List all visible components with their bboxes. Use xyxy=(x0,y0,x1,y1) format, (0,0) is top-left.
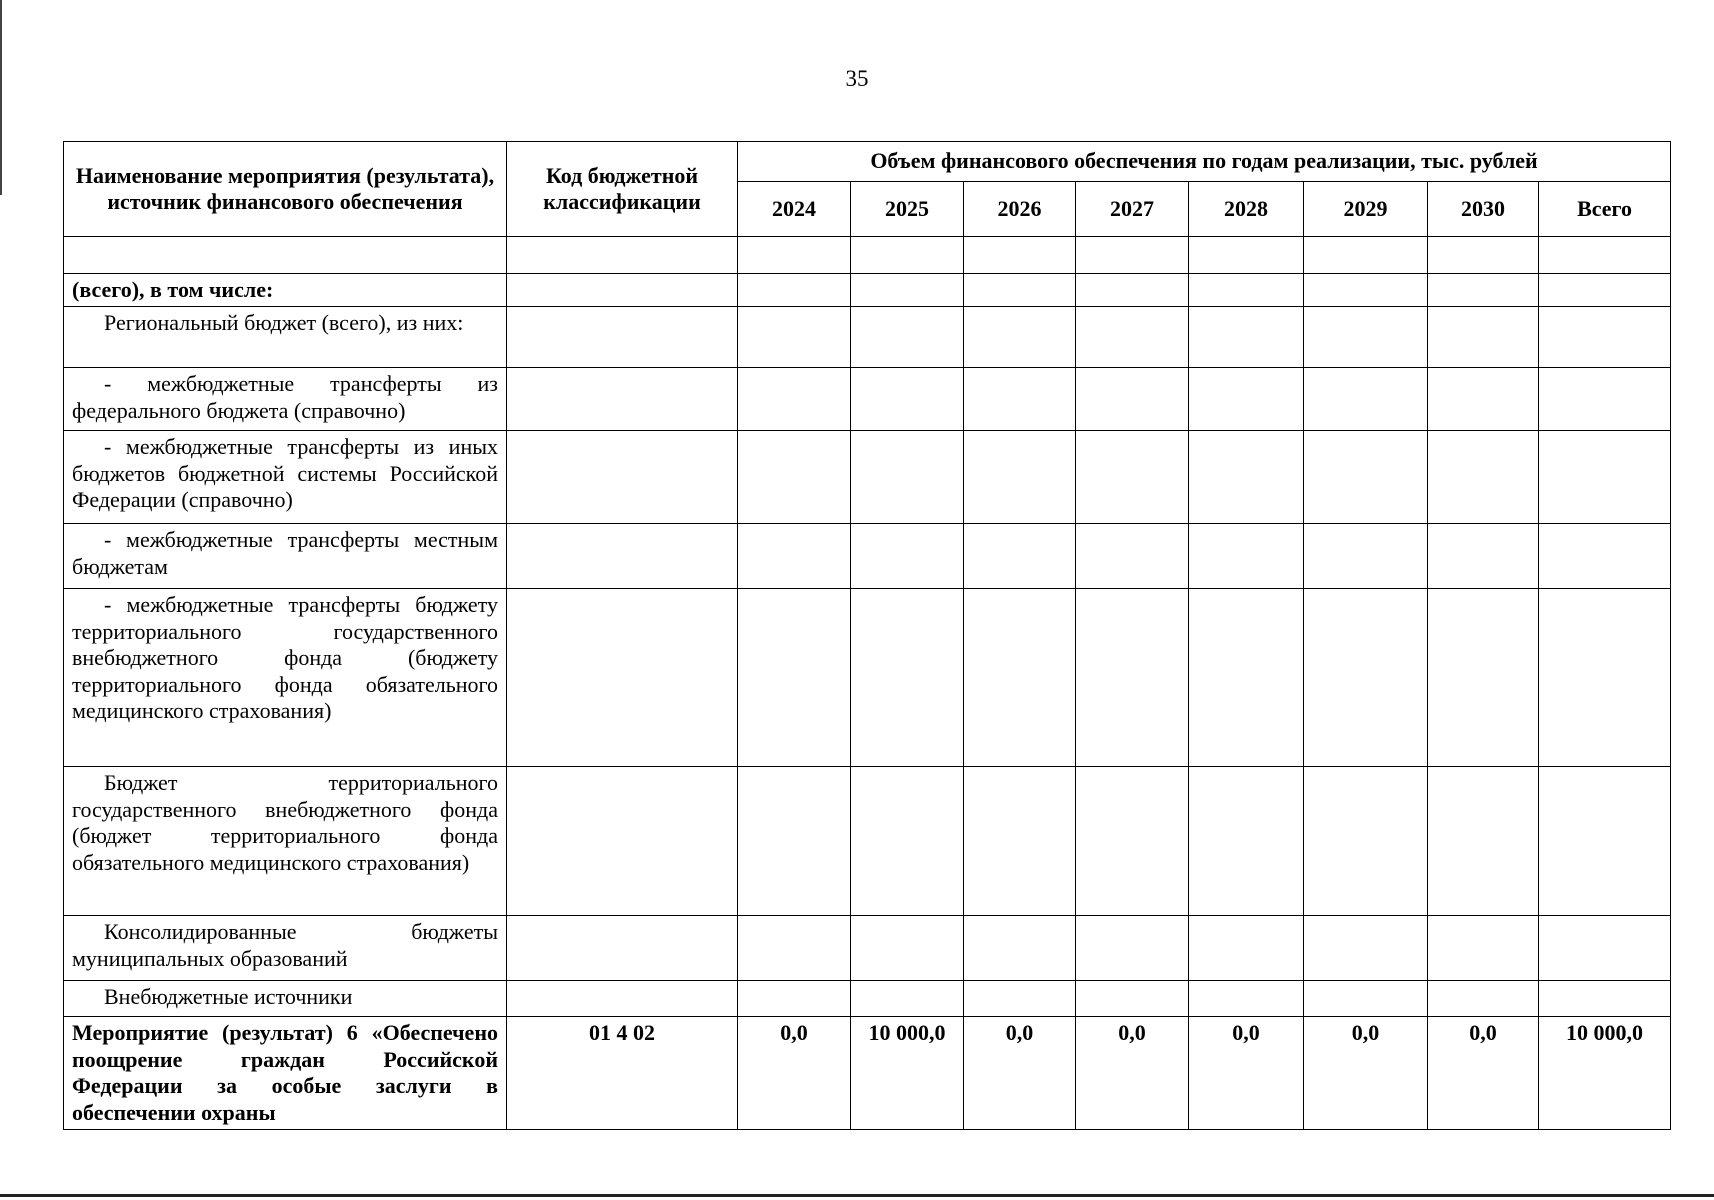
row-name: - межбюджетные трансферты из федерального бюджета (справочно) xyxy=(64,368,507,431)
row-value xyxy=(1304,589,1428,767)
row-value xyxy=(851,981,964,1017)
budget-table xyxy=(63,141,1671,1130)
row-value xyxy=(1304,274,1428,307)
row-value xyxy=(1428,589,1539,767)
scan-border xyxy=(0,1194,1714,1197)
row-value xyxy=(1189,368,1304,431)
row-value xyxy=(738,368,851,431)
header-year: 2028 xyxy=(1189,182,1304,237)
row-value: 0,0 xyxy=(1428,1017,1539,1130)
column-number xyxy=(1076,237,1189,274)
header-year: 2025 xyxy=(851,182,964,237)
row-value xyxy=(1076,981,1189,1017)
row-value xyxy=(851,524,964,589)
table-row xyxy=(64,916,1671,981)
row-value xyxy=(964,307,1076,368)
row-total xyxy=(1539,307,1671,368)
row-value: 0,0 xyxy=(964,1017,1076,1130)
table-row xyxy=(64,431,1671,524)
row-value xyxy=(964,589,1076,767)
row-value xyxy=(1076,307,1189,368)
row-value xyxy=(1428,981,1539,1017)
row-value xyxy=(738,431,851,524)
table-row xyxy=(64,524,1671,589)
row-value xyxy=(738,274,851,307)
row-value xyxy=(1428,368,1539,431)
row-name: (всего), в том числе: xyxy=(64,274,507,307)
row-value xyxy=(851,767,964,916)
row-code xyxy=(507,431,738,524)
row-value xyxy=(964,981,1076,1017)
header-year: 2030 xyxy=(1428,182,1539,237)
row-value xyxy=(738,981,851,1017)
row-name: - межбюджетные трансферты бюджету территориального государственного внебюджетного фонда (бюджету территориального фонда обязательного медицинского страхования) xyxy=(64,589,507,767)
row-value xyxy=(1076,368,1189,431)
row-total xyxy=(1539,431,1671,524)
header-funding-group: Объем финансового обеспечения по годам реализации, тыс. рублей xyxy=(738,142,1671,182)
row-name: - межбюджетные трансферты из иных бюджетов бюджетной системы Российской Федерации (справочно) xyxy=(64,431,507,524)
row-total xyxy=(1539,916,1671,981)
row-name: Мероприятие (результат) 6 «Обеспечено поощрение граждан Российской Федерации за особые заслуги в обеспечении охраны xyxy=(64,1017,507,1130)
row-name: - межбюджетные трансферты местным бюджетам xyxy=(64,524,507,589)
column-number-row xyxy=(64,237,1671,274)
row-value xyxy=(738,589,851,767)
row-value xyxy=(1304,307,1428,368)
row-value xyxy=(1304,916,1428,981)
header-name: Наименование мероприятия (результата), источник финансового обеспечения xyxy=(64,142,507,237)
row-value xyxy=(851,307,964,368)
row-value xyxy=(738,307,851,368)
row-value xyxy=(1304,981,1428,1017)
row-value xyxy=(1189,524,1304,589)
column-number xyxy=(738,237,851,274)
row-code xyxy=(507,981,738,1017)
row-code xyxy=(507,767,738,916)
row-total xyxy=(1539,767,1671,916)
row-name: Региональный бюджет (всего), из них: xyxy=(64,307,507,368)
row-value: 0,0 xyxy=(1076,1017,1189,1130)
column-number xyxy=(1539,237,1671,274)
row-value: 0,0 xyxy=(738,1017,851,1130)
row-value xyxy=(1189,916,1304,981)
column-number xyxy=(1304,237,1428,274)
row-value xyxy=(1189,589,1304,767)
row-value xyxy=(1076,589,1189,767)
row-value xyxy=(851,431,964,524)
row-value xyxy=(1189,307,1304,368)
row-value xyxy=(1189,431,1304,524)
row-value xyxy=(1304,368,1428,431)
row-value: 10 000,0 xyxy=(851,1017,964,1130)
header-year: 2027 xyxy=(1076,182,1189,237)
row-value xyxy=(1076,767,1189,916)
row-value xyxy=(1076,431,1189,524)
header-year: 2024 xyxy=(738,182,851,237)
table-row xyxy=(64,981,1671,1017)
row-code: 01 4 02 xyxy=(507,1017,738,1130)
table-row xyxy=(64,589,1671,767)
table-row xyxy=(64,307,1671,368)
row-value xyxy=(738,767,851,916)
row-value xyxy=(964,524,1076,589)
row-total xyxy=(1539,589,1671,767)
row-value xyxy=(964,274,1076,307)
row-name: Внебюджетные источники xyxy=(64,981,507,1017)
row-value: 0,0 xyxy=(1304,1017,1428,1130)
row-code xyxy=(507,274,738,307)
row-value xyxy=(1428,916,1539,981)
row-total xyxy=(1539,274,1671,307)
row-value xyxy=(1304,767,1428,916)
row-total xyxy=(1539,368,1671,431)
column-number xyxy=(851,237,964,274)
row-value xyxy=(1304,524,1428,589)
table-row xyxy=(64,767,1671,916)
row-value xyxy=(1428,767,1539,916)
row-value xyxy=(1428,274,1539,307)
row-value xyxy=(1189,767,1304,916)
row-value xyxy=(738,916,851,981)
page-number: 35 xyxy=(845,66,869,91)
row-value xyxy=(1189,274,1304,307)
row-code xyxy=(507,368,738,431)
row-value xyxy=(1076,274,1189,307)
row-value xyxy=(851,274,964,307)
header-code: Код бюджетной классификации xyxy=(507,142,738,237)
row-total xyxy=(1539,981,1671,1017)
row-value xyxy=(964,431,1076,524)
row-value xyxy=(851,589,964,767)
row-total: 10 000,0 xyxy=(1539,1017,1671,1130)
row-value xyxy=(851,368,964,431)
column-number xyxy=(507,237,738,274)
row-value xyxy=(1428,431,1539,524)
column-number xyxy=(1428,237,1539,274)
row-name: Бюджет территориального государственного внебюджетного фонда (бюджет территориального фонда обязательного медицинского страхования) xyxy=(64,767,507,916)
row-code xyxy=(507,524,738,589)
row-total xyxy=(1539,524,1671,589)
row-value xyxy=(1189,981,1304,1017)
row-value xyxy=(851,916,964,981)
row-value xyxy=(738,524,851,589)
table-row xyxy=(64,368,1671,431)
row-value xyxy=(964,767,1076,916)
header-year: 2026 xyxy=(964,182,1076,237)
row-value xyxy=(1076,916,1189,981)
table-row xyxy=(64,274,1671,307)
column-number xyxy=(964,237,1076,274)
scan-edge xyxy=(0,0,2,195)
table-row xyxy=(64,1017,1671,1130)
column-number xyxy=(1189,237,1304,274)
row-code xyxy=(507,307,738,368)
row-value xyxy=(964,368,1076,431)
row-value xyxy=(964,916,1076,981)
header-year: 2029 xyxy=(1304,182,1428,237)
row-code xyxy=(507,589,738,767)
row-value xyxy=(1076,524,1189,589)
row-code xyxy=(507,916,738,981)
row-value xyxy=(1428,524,1539,589)
column-number xyxy=(64,237,507,274)
header-total: Всего xyxy=(1539,182,1671,237)
row-name: Консолидированные бюджеты муниципальных образований xyxy=(64,916,507,981)
row-value xyxy=(1304,431,1428,524)
row-value xyxy=(1428,307,1539,368)
row-value: 0,0 xyxy=(1189,1017,1304,1130)
